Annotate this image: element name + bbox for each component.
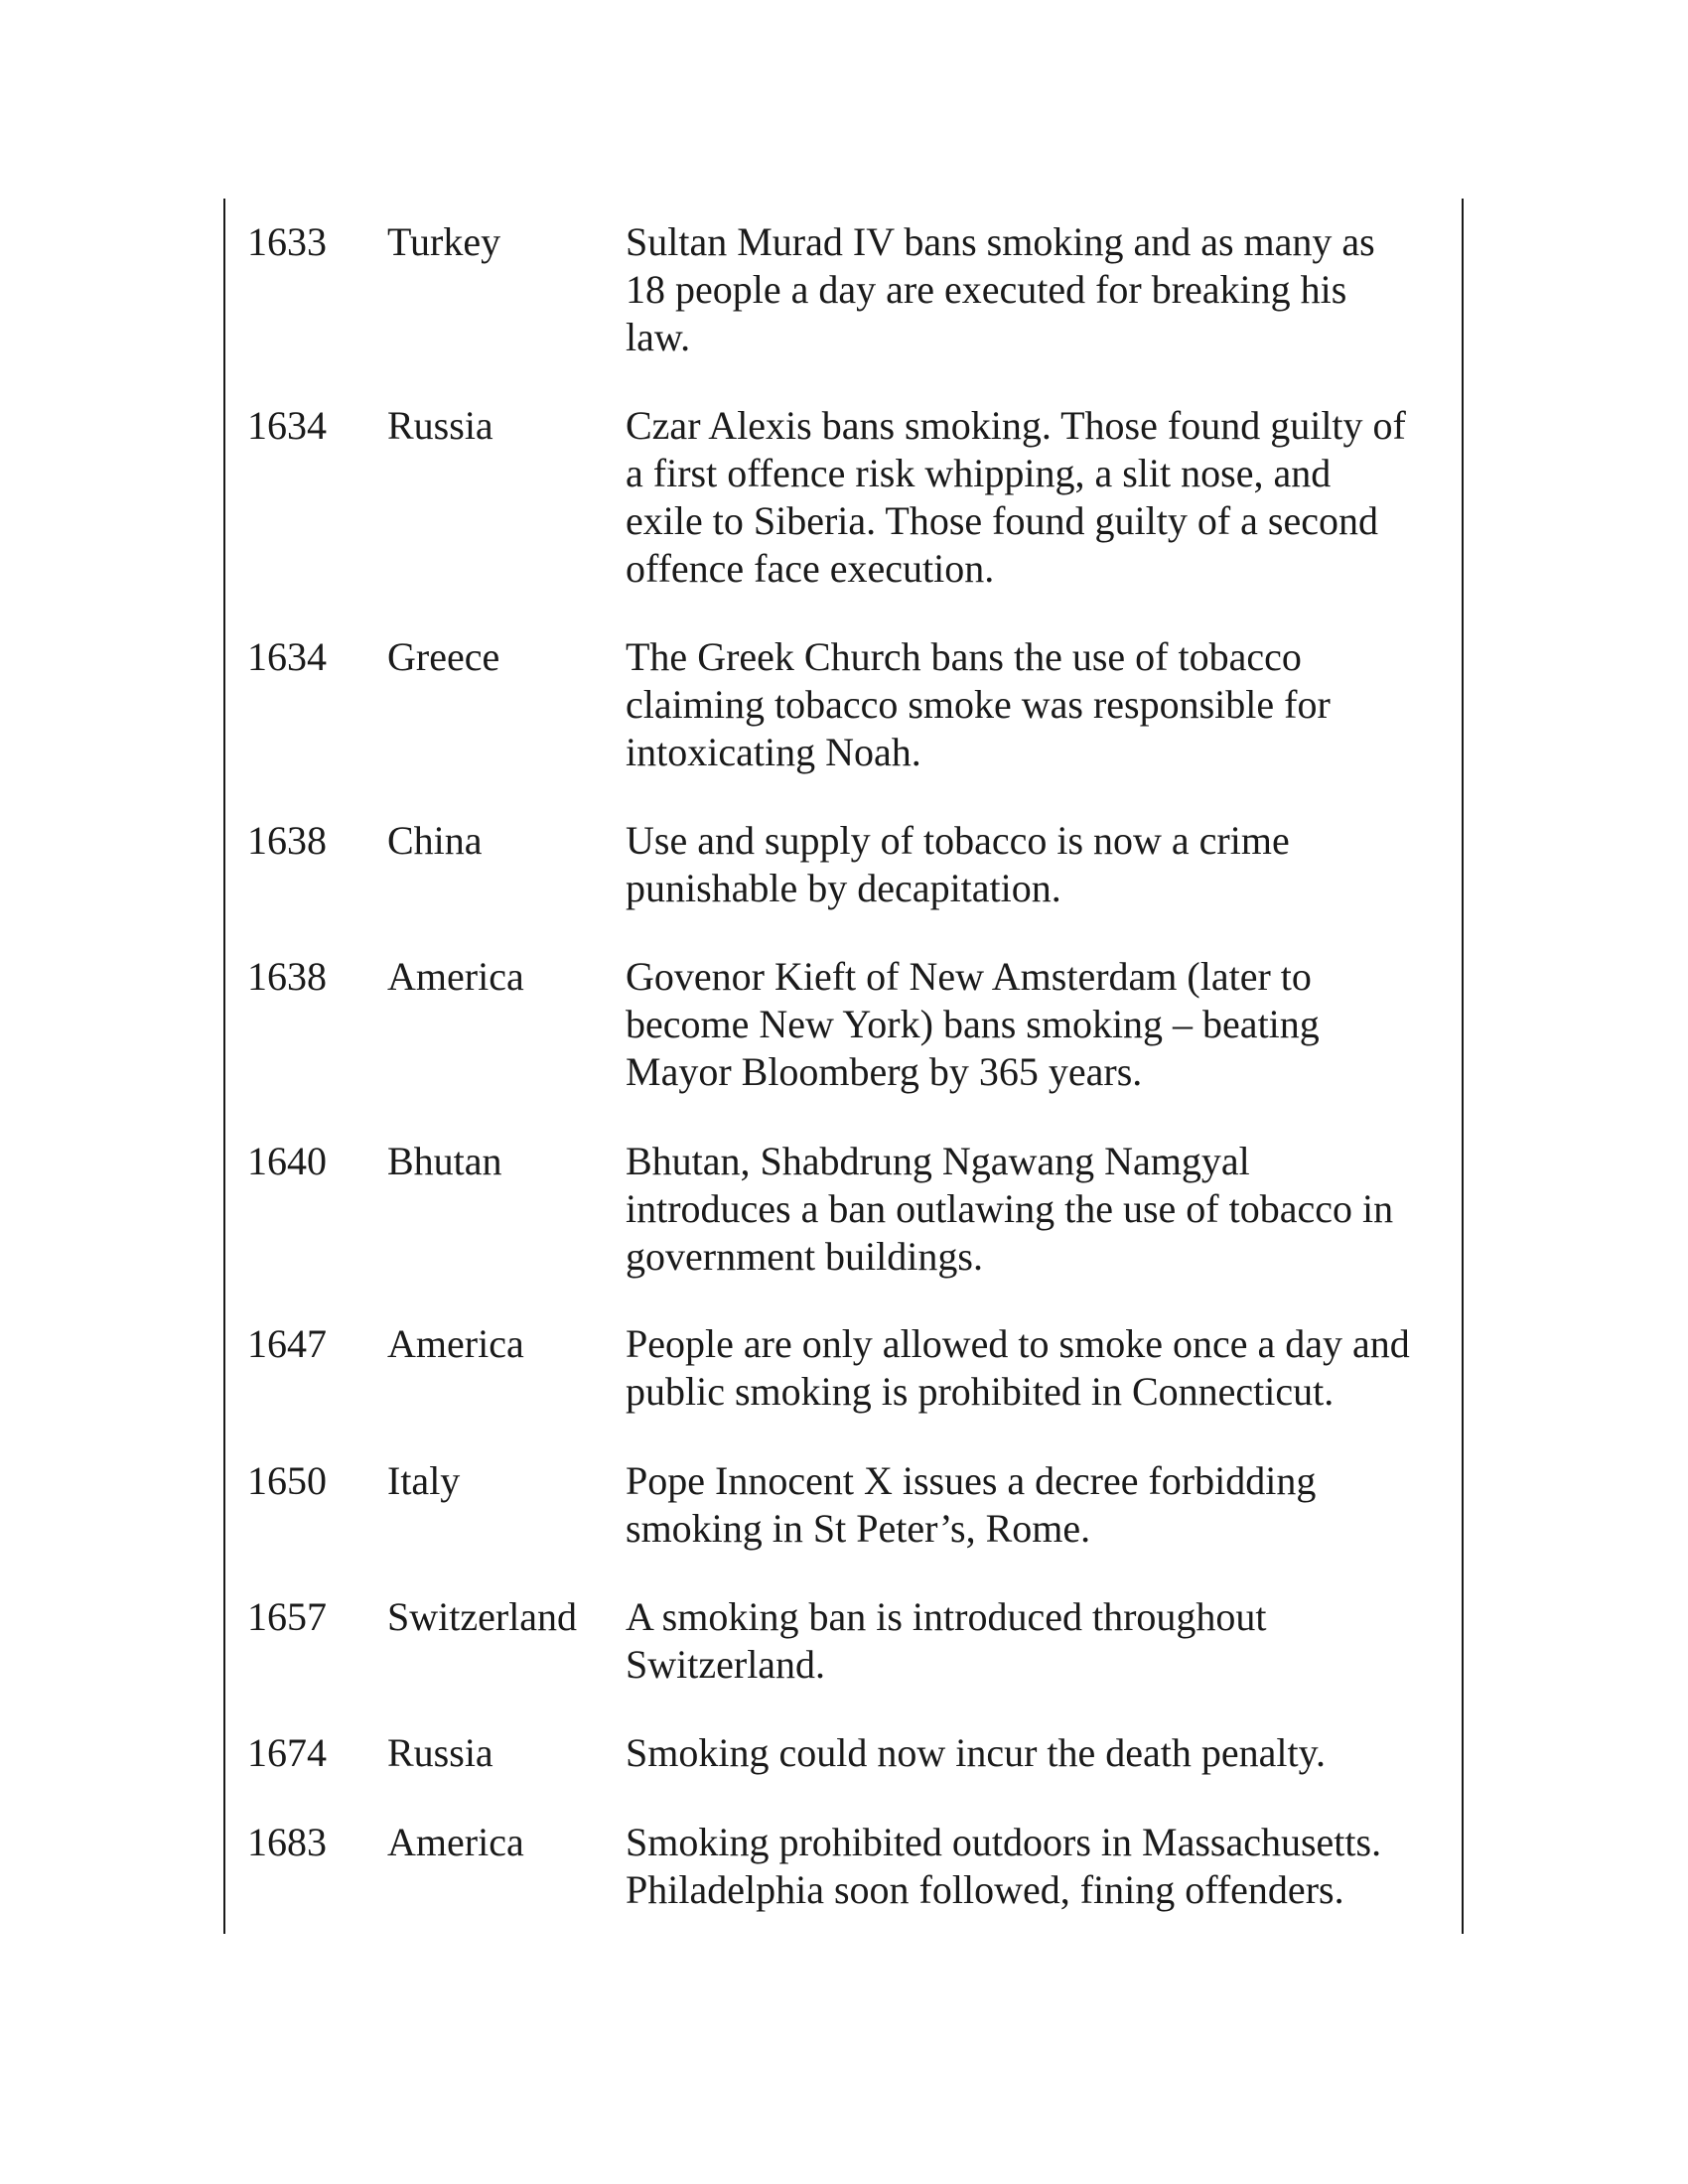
description-line: become New York) bans smoking – beating bbox=[626, 1002, 1320, 1046]
description-line: A smoking ban is introduced throughout bbox=[626, 1594, 1267, 1639]
country-cell: China bbox=[387, 818, 483, 863]
description-cell bbox=[626, 402, 1456, 593]
country-cell: America bbox=[387, 1820, 524, 1864]
year-cell: 1638 bbox=[247, 954, 327, 999]
description-line: introduces a ban outlawing the use of tobacco in bbox=[626, 1186, 1394, 1231]
year-cell: 1650 bbox=[247, 1458, 327, 1503]
description-line: exile to Siberia. Those found guilty of a second bbox=[626, 498, 1378, 543]
year-cell: 1640 bbox=[247, 1139, 327, 1183]
country-cell: America bbox=[387, 1321, 524, 1366]
description-line: public smoking is prohibited in Connecticut. bbox=[626, 1369, 1335, 1414]
year-cell: 1674 bbox=[247, 1730, 327, 1775]
description-cell bbox=[626, 1457, 1456, 1553]
description-cell bbox=[626, 1138, 1456, 1281]
description-line: law. bbox=[626, 315, 691, 359]
timeline-table bbox=[223, 199, 1464, 1934]
year-cell: 1638 bbox=[247, 818, 327, 863]
description-cell bbox=[626, 1320, 1456, 1416]
description-line: offence face execution. bbox=[626, 546, 995, 591]
country-cell: Bhutan bbox=[387, 1139, 502, 1183]
description-line: Smoking could now incur the death penalty. bbox=[626, 1730, 1327, 1775]
description-line: a first offence risk whipping, a slit nose, and bbox=[626, 451, 1332, 495]
description-cell bbox=[626, 1819, 1456, 1914]
country-cell: Italy bbox=[387, 1458, 461, 1503]
year-cell: 1647 bbox=[247, 1321, 327, 1366]
year-cell: 1634 bbox=[247, 634, 327, 679]
description-line: Govenor Kieft of New Amsterdam (later to bbox=[626, 954, 1312, 999]
description-line: Pope Innocent X issues a decree forbidding bbox=[626, 1458, 1317, 1503]
description-line: 18 people a day are executed for breaking his bbox=[626, 267, 1347, 312]
description-line: Czar Alexis bans smoking. Those found guilty of bbox=[626, 403, 1406, 448]
description-line: People are only allowed to smoke once a day and bbox=[626, 1321, 1410, 1366]
description-cell bbox=[626, 817, 1456, 912]
country-cell: Russia bbox=[387, 403, 493, 448]
description-line: Mayor Bloomberg by 365 years. bbox=[626, 1049, 1143, 1094]
description-cell bbox=[626, 953, 1456, 1096]
description-line: Switzerland. bbox=[626, 1642, 826, 1687]
description-line: punishable by decapitation. bbox=[626, 866, 1061, 910]
description-line: smoking in St Peter’s, Rome. bbox=[626, 1506, 1091, 1551]
country-cell: Switzerland bbox=[387, 1594, 578, 1639]
country-cell: America bbox=[387, 954, 524, 999]
description-line: Use and supply of tobacco is now a crime bbox=[626, 818, 1290, 863]
description-line: claiming tobacco smoke was responsible for bbox=[626, 682, 1331, 727]
description-line: Philadelphia soon followed, fining offenders. bbox=[626, 1867, 1344, 1912]
description-cell bbox=[626, 1729, 1456, 1777]
description-line: The Greek Church bans the use of tobacco bbox=[626, 634, 1302, 679]
description-line: Bhutan, Shabdrung Ngawang Namgyal bbox=[626, 1139, 1250, 1183]
country-cell: Russia bbox=[387, 1730, 493, 1775]
year-cell: 1683 bbox=[247, 1820, 327, 1864]
year-cell: 1633 bbox=[247, 219, 327, 264]
description-line: Smoking prohibited outdoors in Massachusetts. bbox=[626, 1820, 1382, 1864]
description-line: Sultan Murad IV bans smoking and as many as bbox=[626, 219, 1375, 264]
description-cell bbox=[626, 633, 1456, 776]
description-cell bbox=[626, 1593, 1456, 1689]
country-cell: Greece bbox=[387, 634, 500, 679]
description-cell bbox=[626, 218, 1456, 361]
description-line: intoxicating Noah. bbox=[626, 730, 921, 774]
year-cell: 1634 bbox=[247, 403, 327, 448]
year-cell: 1657 bbox=[247, 1594, 327, 1639]
country-cell: Turkey bbox=[387, 219, 501, 264]
description-line: government buildings. bbox=[626, 1234, 983, 1279]
